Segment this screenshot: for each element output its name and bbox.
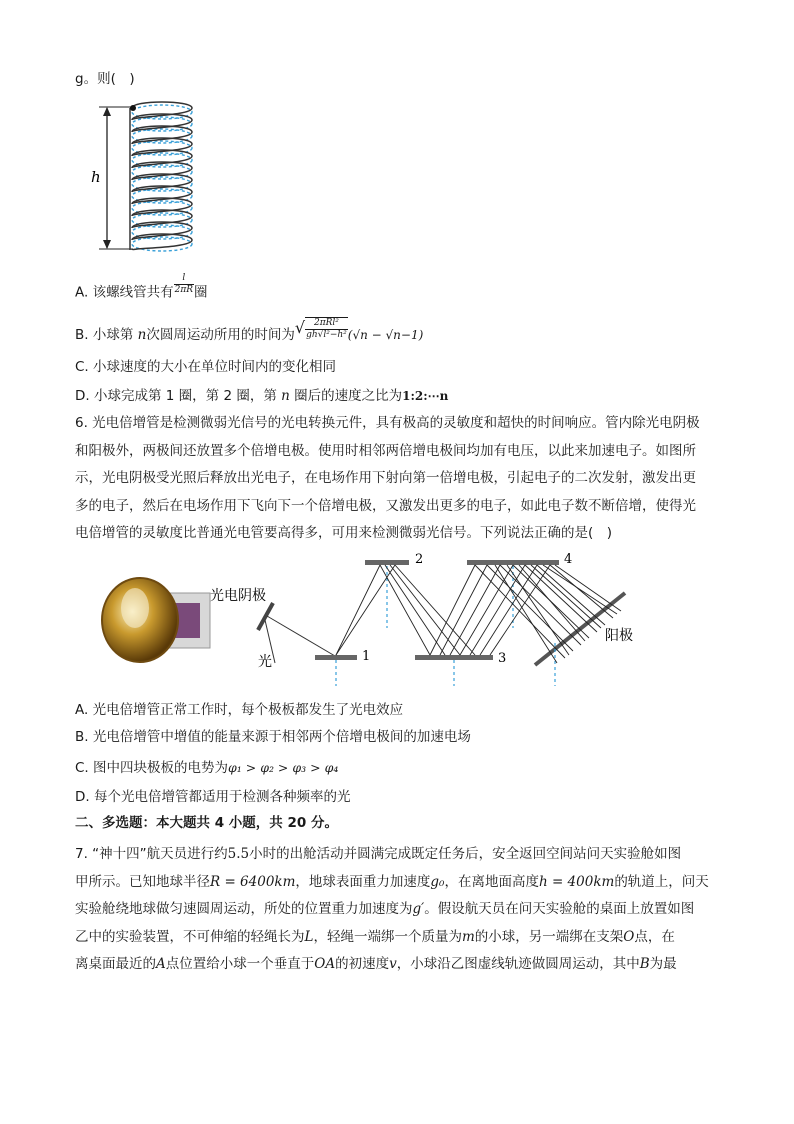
photomultiplier-figure bbox=[95, 548, 640, 688]
solenoid-coil-figure bbox=[85, 98, 195, 258]
sqrt-formula: √ $\frac{\text{2πRl²}}{\text{gh√l²−h²}}$ bbox=[294, 318, 347, 340]
q6-stem: 6. 光电倍增管是检测微弱光信号的光电转换元件，具有极高的灵敏度和超快的时间响应。管内除光电阴极 和阳极外，两极间还放置多个倍增电极。使用时相邻两倍增电极间均加有电压，以此来加速电子。如图所 示，光电阴极受光照后释放出光电子，在电场作用下射向第一倍增电极，引起电子的二次发射，激发出更 多的电子，然后在电场作用下飞向下一个倍增电极，又激发出更多的电子，如此电子数不断倍增，使得光 电倍增管的灵敏度比普通光电管要高得多，可用来检测微弱光信号。下列说法正确的是( ) bbox=[75, 415, 700, 541]
q6-option-a: A. 光电倍增管正常工作时，每个极板都发生了光电效应 bbox=[75, 702, 404, 718]
q5-option-a: A. 该螺线管共有 $\frac{l}{2\pi R}$ 圈 bbox=[75, 273, 208, 301]
dynode-4 bbox=[467, 560, 559, 565]
anode-label: 阳极 bbox=[605, 628, 633, 644]
question-tail: g。则( ) bbox=[75, 71, 135, 87]
dynode-2 bbox=[365, 560, 409, 565]
height-arrow bbox=[99, 107, 133, 249]
q5-option-b: B. 小球第 n次圆周运动所用的时间为√ $\frac{\text{2πRl²}}{\text{gh√l²−h²}}$ (√n − √n−1) bbox=[75, 318, 424, 343]
photomultiplier-photo bbox=[102, 578, 210, 662]
electron-path bbox=[267, 616, 335, 656]
dynode-label-3: 3 bbox=[498, 651, 507, 666]
ball-dot bbox=[130, 105, 136, 111]
dynode-1 bbox=[315, 655, 357, 660]
q6-option-d: D. 每个光电倍增管都适用于检测各种频率的光 bbox=[75, 789, 351, 805]
dynode-centerlines bbox=[336, 566, 555, 686]
dynode-label-1: 1 bbox=[362, 649, 371, 664]
q6-option-b: B. 光电倍增管中增值的能量来源于相邻两个倍增电极间的加速电场 bbox=[75, 729, 471, 745]
dynode-label-4: 4 bbox=[564, 552, 573, 567]
photocathode-plate bbox=[258, 603, 273, 630]
q6-option-c: C. 图中四块极板的电势为φ₁ > φ₂ > φ₃ > φ₄ bbox=[75, 760, 339, 776]
dynode-3 bbox=[415, 655, 493, 660]
height-label: h bbox=[91, 168, 101, 186]
fraction-l-over-2piR: $\frac{l}{2\pi R}$ bbox=[174, 273, 194, 295]
light-label: 光 bbox=[258, 654, 272, 670]
electron-cascade bbox=[336, 565, 621, 663]
cathode-label: 光电阴极 bbox=[210, 588, 266, 604]
q5-option-d: D. 小球完成第 1 圈，第 2 圈，第 n 圈后的速度之比为1:2:⋯n bbox=[75, 388, 449, 404]
q5-option-c: C. 小球速度的大小在单位时间内的变化相同 bbox=[75, 359, 337, 375]
dynode-label-2: 2 bbox=[415, 552, 424, 567]
q7-stem: 7. “神十四”航天员进行约5.5小时的出舱活动并圆满完成既定任务后，安全返回空间站问天实验舱如图 甲所示。已知地球半径R = 6400km，地球表面重力加速度g₀，在离地面高度h = 400km的轨道上，问天 实验舱绕地球做匀速圆周运动，所处的位置重力加速度为g′。假设航天员在问天实验舱的桌面上放置如图 乙中的实验装置，不可伸缩的轻绳长为L，轻绳一端绑一个质量为m的小球，另一端绑在支架O点，在 离桌面最近的A点位置给小球一个垂直于OA的初速度v，小球沿乙图虚线轨迹做圆周运动，其中B为最 bbox=[75, 846, 709, 972]
section-heading-multiple-choice: 二、多选题：本大题共 4 小题，共 20 分。 bbox=[75, 815, 338, 831]
